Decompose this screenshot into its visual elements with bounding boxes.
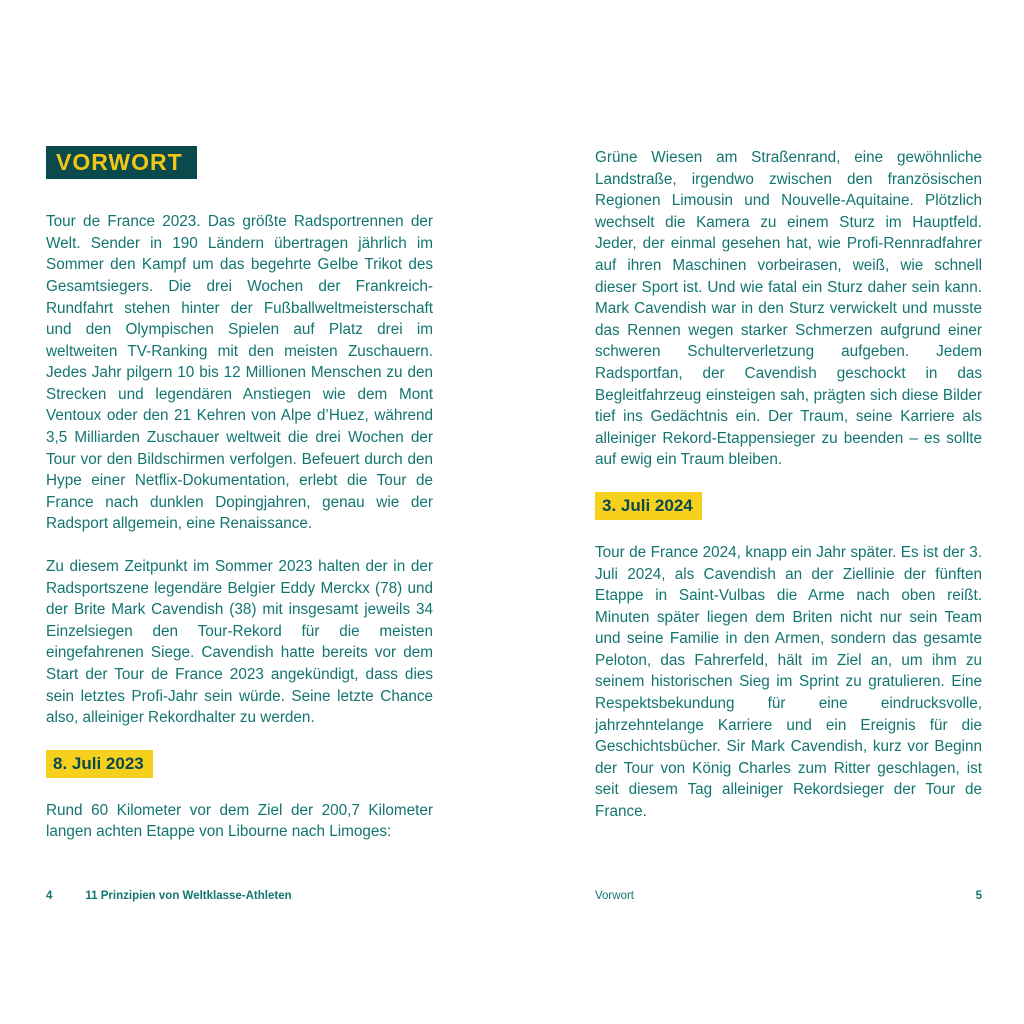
paragraph-sturz-cavendish: Grüne Wiesen am Straßenrand, eine gewöhnliche Landstraße, irgendwo zwischen den französischen Regionen Limousin und Nouvelle-Aquitaine. Plötzlich wechselt die Kamera zu einem Sturz im Hauptfeld. Jeder, der einmal gesehen hat, wie Profi-Rennradfahrer auf ihren Maschinen vorbeirasen, weiß, wie schnell dieser Sport ist. Und wie fatal ein Sturz daher sein kann. Mark Cavendish war in den Sturz verwickelt und musste das Rennen wegen starker Schmerzen aufgrund einer schweren Schulterverletzung aufgeben. Jedem Radsportfan, der Cavendish geschockt in das Begleitfahrzeug einsteigen sah, prägten sich diese Bilder tief ins Gedächtnis ein. Der Traum, seine Karriere als alleiniger Rekord-Etappensieger zu beenden – es sollte auf ewig ein Traum bleiben. bbox=[595, 149, 982, 469]
paragraph-intro-tour-2023: Tour de France 2023. Das größte Radsportrennen der Welt. Sender in 190 Ländern übertragen jährlich im Sommer den Kampf um das begehrte Gelbe Trikot des Gesamtsiegers. Die drei Wochen der Frankreich-Rundfahrt stehen hinter der Fußballweltmeisterschaft und den Olympischen Spielen auf Platz drei im weltweiten TV-Ranking mit den meisten Zuschauern. Jedes Jahr pilgern 10 bis 12 Millionen Menschen zu den Strecken und legendären Anstiegen wie dem Mont Ventoux oder den 21 Kehren von Alpe d’Huez, während 3,5 Milliarden Zuschauer weltweit die drei Wochen der Tour vor den Bildschirmen verfolgen. Befeuert durch den Hype einer Netflix-Dokumentation, erlebt die Tour de France nach dunklen Dopingjahren, genau wie der Radsport allgemein, eine Renaissance. bbox=[46, 213, 433, 533]
page-number-right: 5 bbox=[975, 890, 982, 902]
paragraph-etappe-libourne: Rund 60 Kilometer vor dem Ziel der 200,7 Kilometer langen achten Etappe von Libourne nach Limoges: bbox=[46, 801, 433, 841]
section-heading-highlight: 8. Juli 2023 bbox=[46, 750, 153, 778]
chapter-title-vorwort: VORWORT bbox=[46, 146, 197, 179]
page-footer-left bbox=[46, 890, 433, 902]
running-title-book: 11 Prinzipien von Weltklasse-Athleten bbox=[85, 890, 292, 902]
section-heading-highlight: 3. Juli 2024 bbox=[595, 492, 702, 520]
running-title-chapter: Vorwort bbox=[595, 890, 634, 902]
page-footer-right bbox=[595, 890, 982, 902]
page-left-content bbox=[46, 146, 433, 843]
paragraph-merckx-cavendish: Zu diesem Zeitpunkt im Sommer 2023 halten der in der Radsportszene legendäre Belgier Eddy Merckx (78) und der Brite Mark Cavendish (38) mit insgesamt jeweils 34 Einzelsiegen den Tour-Rekord für die meisten eingefahrenen Siege. Cavendish hatte bereits vor dem Start der Tour de France 2023 angekündigt, dass dies sein letztes Profi-Jahr sein würde. Seine letzte Chance also, alleiniger Rekordhalter zu werden. bbox=[46, 558, 433, 727]
page-right-content bbox=[595, 147, 982, 823]
section-heading-3-juli-2024 bbox=[595, 492, 982, 520]
section-heading-8-juli-2023 bbox=[46, 750, 433, 778]
page-number-left: 4 bbox=[46, 890, 53, 902]
paragraph-rekordsieger-2024: Tour de France 2024, knapp ein Jahr später. Es ist der 3. Juli 2024, als Cavendish an der Ziellinie der fünften Etappe in Saint-Vulbas die Arme nach oben reißt. Minuten später liegen dem Briten nicht nur sein Team und seine Familie in den Armen, sondern das gesamte Peloton, das Fahrerfeld, hält im Ziel an, um ihm zu seinem historischen Sieg im Sprint zu gratulieren. Eine Respektsbekundung für eine eindrucksvolle, jahrzehntelange Karriere und ein Ereignis für die Geschichtsbücher. Sir Mark Cavendish, kurz vor Beginn der Tour von König Charles zum Ritter geschlagen, ist seit diesem Tag alleiniger Rekordsieger der Tour de France. bbox=[595, 543, 982, 821]
